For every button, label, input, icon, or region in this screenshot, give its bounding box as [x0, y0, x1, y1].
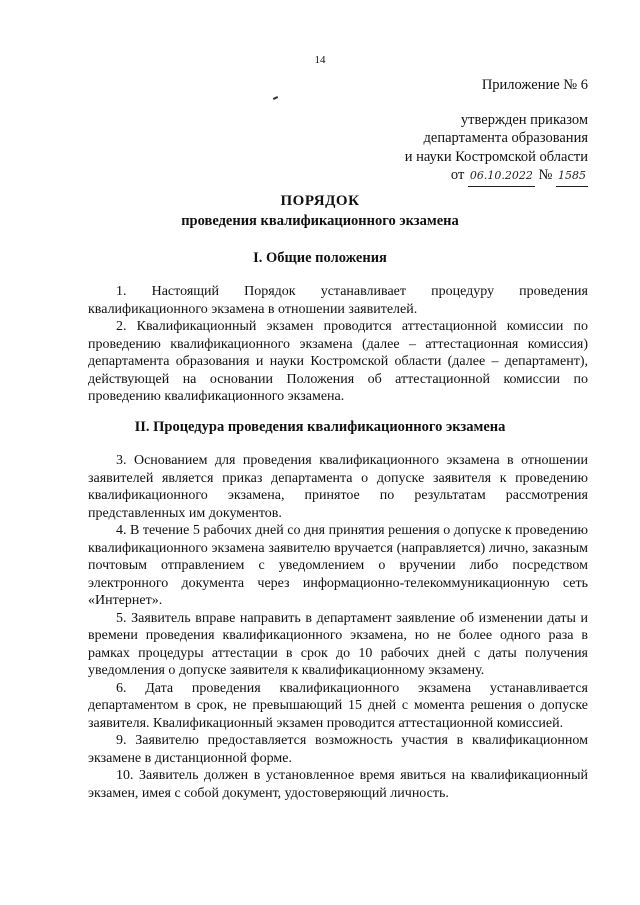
paragraph-1: 1. Настоящий Порядок устанавливает процедуру проведения квалификационного экзамена в отношении заявителей. — [88, 284, 588, 317]
document-subtitle: проведения квалификационного экзамена — [181, 213, 459, 229]
paragraph-10: 10. Заявитель должен в установленное время явиться на квалификационный экзамен, имея с собой документ, удостоверяющий личность. — [88, 768, 588, 801]
approval-line-1: утвержден приказом — [460, 111, 588, 128]
section-1-body — [88, 283, 588, 406]
paragraph-2: 2. Квалификационный экзамен проводится аттестационной комиссии по проведению квалификационного экзамена (далее – аттестационная комиссия) департамента образования и науки Костромской области (далее – департамент), действующей на основании Положения об аттестационной комиссии по проведению квалификационного экзамена. — [88, 319, 588, 404]
stray-mark — [273, 96, 278, 100]
section-1-heading: I. Общие положения — [253, 250, 387, 266]
approval-line-2: департамента образования — [423, 130, 588, 146]
date-prefix: от — [450, 167, 465, 183]
paragraph-5: 5. Заявитель вправе направить в департамент заявление об изменении даты и времени проведения квалификационного экзамена, но не более одного раза в рамках процедуры аттестации в срок до 10 рабочих дней с даты получения уведомления о допуске заявителя к квалификационному экзамену. — [88, 610, 588, 678]
approval-date-line — [368, 166, 588, 187]
approval-date: 06.10.2022 — [468, 167, 535, 187]
approval-block — [368, 76, 588, 187]
paragraph-3: 3. Основанием для проведения квалификационного экзамена в отношении заявителей является приказ департамента о допуске заявителя к проведению квалификационного экзамена, принятое по результатам рассмотрения представленных им документов. — [88, 453, 588, 521]
paragraph-4: 4. В течение 5 рабочих дней со дня принятия решения о допуске к проведению квалификационного экзамена заявителю вручается (направляется) лично, заказным почтовым отправлением с уведомлением о вручении либо посредством электронного документа через информационно-телекоммуникационную сеть «Интернет». — [88, 523, 588, 608]
paragraph-6: 6. Дата проведения квалификационного экзамена устанавливается департаментом в срок, не превышающий 15 дней с момента решения о допуске заявителя. Квалификационный экзамен проводится аттестационной комиссией. — [88, 680, 588, 731]
document-title: ПОРЯДОК — [280, 193, 360, 209]
page-number: 14 — [314, 54, 326, 66]
section-2-body — [88, 452, 588, 802]
paragraph-9: 9. Заявителю предоставляется возможность участия в квалификационном экзамене в дистанционной форме. — [88, 733, 588, 766]
number-prefix: № — [538, 167, 553, 183]
approval-number: 1585 — [556, 167, 588, 187]
appendix-label: Приложение № 6 — [481, 77, 588, 93]
section-2-heading: II. Процедура проведения квалификационного экзамена — [134, 419, 506, 435]
approval-line-3: и науки Костромской области — [404, 148, 588, 165]
